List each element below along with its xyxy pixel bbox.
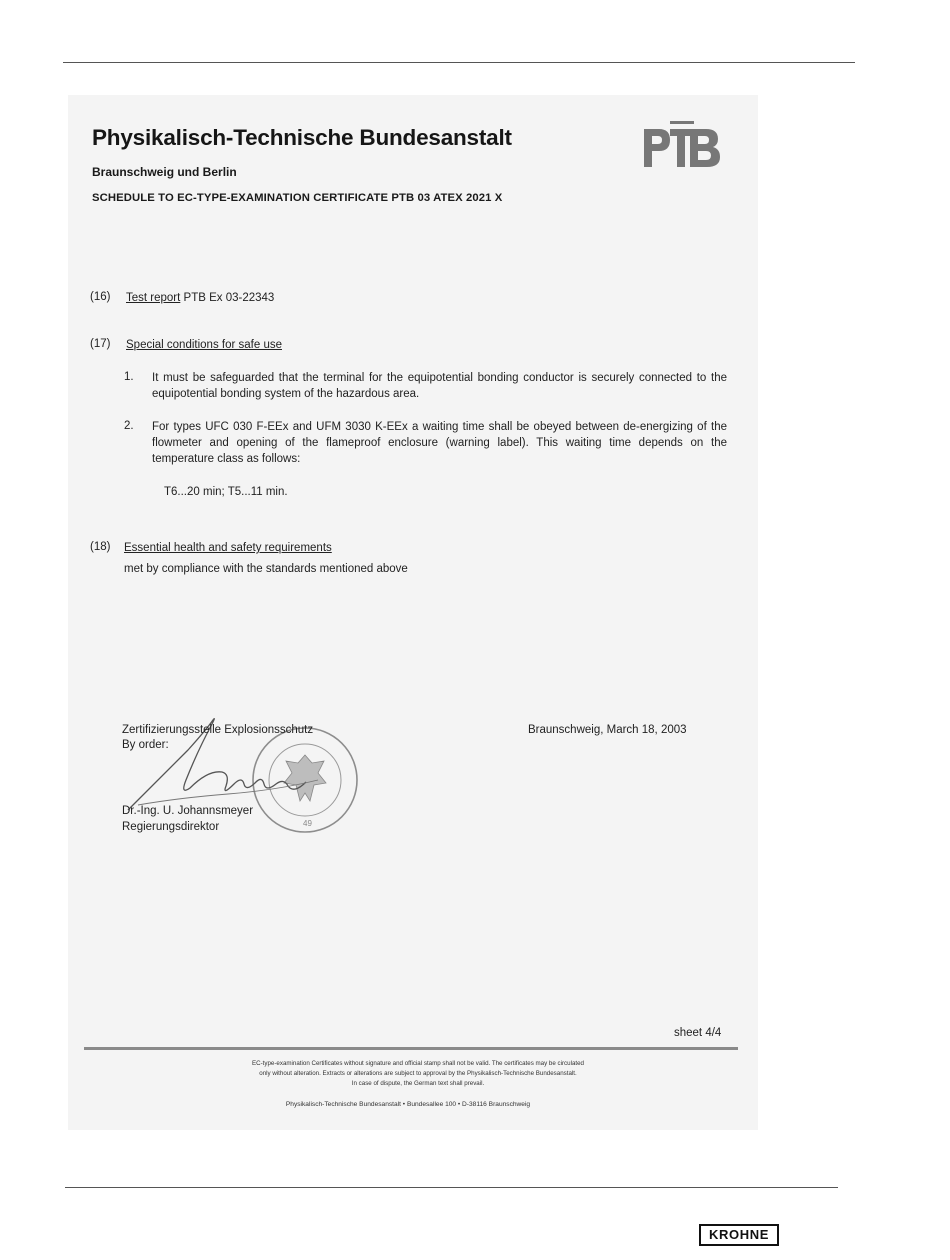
certificate-scan xyxy=(68,95,758,1130)
footer-note-line-3: In case of dispute, the German text shall prevail. xyxy=(351,1080,485,1087)
org-title: Physikalisch-Technische Bundesanstalt xyxy=(92,125,512,150)
ptb-logo xyxy=(642,121,722,167)
section-18-label: Essential health and safety requirements xyxy=(124,542,332,554)
page-bottom-rule xyxy=(65,1187,838,1188)
footer-note-line-1: EC-type-examination Certificates without signature and official stamp shall not be valid. The certificates may be circulated xyxy=(252,1060,584,1067)
footer-address: Physikalisch-Technische Bundesanstalt • Bundesallee 100 • D-38116 Braunschweig xyxy=(285,1101,531,1108)
item-1-number: 1. xyxy=(124,371,134,383)
item-1-text: It must be safeguarded that the terminal for the equipotential bonding conductor is securely connected to the equipotential bonding system of the hazardous area. xyxy=(152,372,727,400)
section-18-text: met by compliance with the standards mentioned above xyxy=(124,563,408,575)
section-17-number: (17) xyxy=(90,338,111,350)
footer-rule xyxy=(84,1047,738,1050)
org-subtitle: Braunschweig und Berlin xyxy=(92,165,237,179)
item-2-text: For types UFC 030 F-EEx and UFM 3030 K-EEx a waiting time shall be obeyed between de-energizing of the flowmeter and opening of the flameproof enclosure (warning label). This waiting time depends on the temperature class as follows: xyxy=(152,421,727,465)
signatory-title: Regierungsdirektor xyxy=(122,821,220,833)
place-date: Braunschweig, March 18, 2003 xyxy=(528,724,687,736)
sheet-number: sheet 4/4 xyxy=(674,1027,722,1039)
krohne-logo: KROHNE xyxy=(699,1224,779,1246)
item-2-number: 2. xyxy=(124,420,134,432)
signature-office: Zertifizierungsstelle Explosionsschutz xyxy=(122,724,314,736)
section-16-number: (16) xyxy=(90,291,111,303)
section-16-label: Test report xyxy=(126,292,181,304)
seal-number: 49 xyxy=(303,819,312,828)
signatory-name: Dr.-Ing. U. Johannsmeyer xyxy=(122,805,254,817)
section-16-text: PTB Ex 03-22343 xyxy=(183,292,275,304)
section-17-label: Special conditions for safe use xyxy=(126,339,282,351)
section-18-number: (18) xyxy=(90,541,111,553)
footer-note-line-2: only without alteration. Extracts or alterations are subject to approval by the Physikalisch-Technische Bundesanstalt. xyxy=(259,1070,577,1077)
certificate-heading: SCHEDULE TO EC-TYPE-EXAMINATION CERTIFICATE PTB 03 ATEX 2021 X xyxy=(92,192,503,204)
page-top-rule xyxy=(63,62,855,63)
footer-note xyxy=(128,1059,708,1089)
temperature-times: T6...20 min; T5...11 min. xyxy=(164,486,288,498)
signature-by-order: By order: xyxy=(122,739,169,751)
